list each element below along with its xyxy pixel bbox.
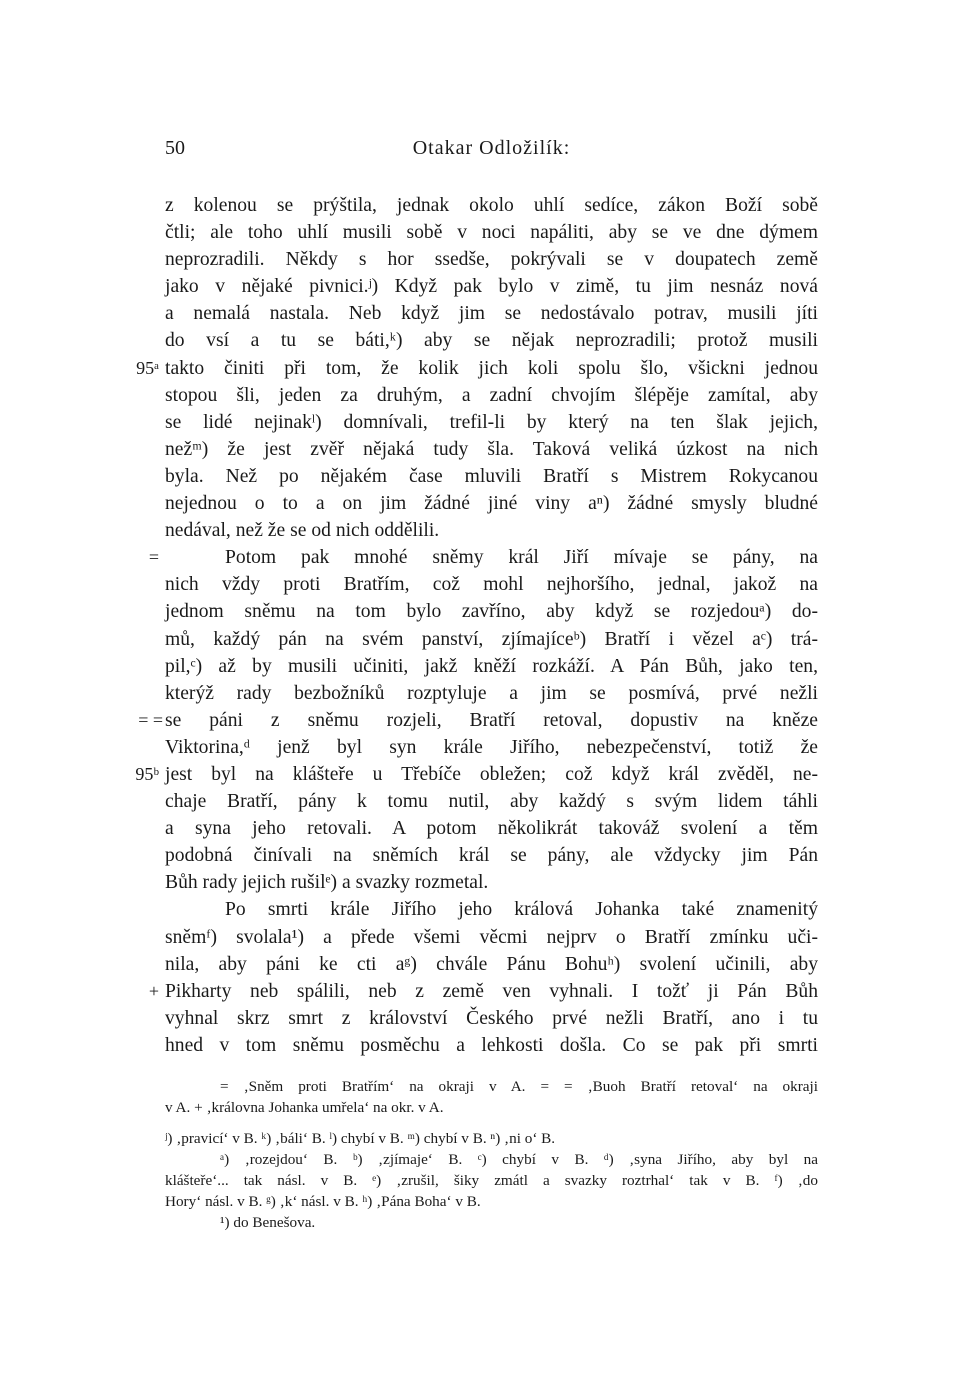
line-text: jako v nějaké pivnici.ʲ) Když pak bylo v zimě, tu jim nesnáz nová (165, 276, 818, 298)
text-line (165, 517, 818, 544)
text-line (165, 896, 818, 923)
page-header (165, 137, 818, 165)
line-text: a nemalá nastala. Neb když jim se nedostávalo potrav, musili jíti (165, 303, 818, 325)
line-text: stopou šli, jeden za druhým, a zadní chvojím šlépěje zamítal, aby (165, 384, 818, 406)
text-line (165, 490, 818, 517)
text-line (165, 951, 818, 978)
footnote-line: v A. + ‚královna Johanka umřela‘ na okr. v A. (165, 1099, 444, 1116)
text-line (148, 978, 818, 1005)
line-text: se lidé nejinakˡ) domnívali, trefil-li by který na ten šlak jejich, (165, 411, 818, 433)
line-text: sněmᶠ) svolala¹) a přede všemi věcmi nejprv o Bratří zmínku uči- (165, 926, 818, 948)
note-spacer (165, 1118, 818, 1128)
text-line (165, 436, 818, 463)
margin-note: + (148, 980, 159, 1001)
footnotes (165, 1076, 818, 1233)
footnote-line: ¹) do Benešova. (220, 1214, 316, 1231)
text-line (136, 355, 818, 382)
margin-note: 95ᵇ (135, 763, 159, 784)
margin-note: 95ᵃ (136, 357, 159, 378)
text-line (165, 626, 818, 653)
margin-note: = (148, 547, 159, 568)
margin-note: = = (138, 709, 163, 730)
line-text: takto činiti při tom, že kolik jich koli spolu šlo, všickni jednou (165, 357, 818, 379)
text-line (165, 734, 818, 761)
line-text: hned v tom sněmu posměchu a lehkosti došla. Co se pak při smrti (165, 1034, 818, 1056)
text-line (165, 327, 818, 354)
line-text: pil,ᶜ) až by musili učiniti, jakž kněží rozkáží. A Pán Bůh, jako ten, (165, 655, 818, 677)
line-text: jednom sněmu na tom bylo zavříno, aby když se rozjedouᵃ) do- (165, 601, 818, 623)
text-line (165, 273, 818, 300)
line-text: byla. Než po nějakém čase mluvili Bratří s Mistrem Rokycanou (165, 465, 818, 487)
text-line (135, 761, 818, 788)
line-text: Viktorina,ᵈ jenž byl syn krále Jiřího, nebezpečenství, totiž že (165, 736, 818, 758)
text-line (165, 192, 818, 219)
text-line (165, 924, 818, 951)
text-line (165, 598, 818, 625)
text-line (165, 246, 818, 273)
line-text: vyhnal skrz smrt z království Českého prvé nežli Bratří, ano i tu (165, 1007, 818, 1029)
footnote-line: ᵃ) ‚rozejdou‘ B. ᵇ) ‚zjímaje‘ B. ᶜ) chybí v B. ᵈ) ‚syna Jiřího, aby byl na (220, 1151, 818, 1168)
text-line (165, 571, 818, 598)
text-line (148, 544, 818, 571)
line-text: Po smrti krále Jiřího jeho králová Johanka také znamenitý (225, 899, 818, 921)
footnote-line: klášteře‘... tak násl. v B. ᵉ) ‚zrušil, šiky zmátl a svazky roztrhal‘ tak v B. ᶠ) ‚do (165, 1172, 818, 1189)
line-text: nila, aby páni ke cti aᵍ) chvále Pánu Bohuʰ) svolení učinili, aby (165, 953, 818, 975)
line-text: Potom pak mnohé sněmy král Jiří mívaje se pány, na (225, 547, 818, 569)
line-text: z kolenou se prýštila, jednak okolo uhlí sedíce, zákon Boží sobě (165, 195, 818, 216)
line-text: jest byl na klášteře u Třebíče obležen; což když král zvěděl, ne- (165, 763, 818, 785)
line-text: mů, každý pán na svém panství, zjímajíceᵇ) Bratří i vězel aᶜ) trá- (165, 628, 818, 650)
footnote-line: = ‚Sněm proti Bratřím‘ na okraji v A. = = ‚Buoh Bratří retoval‘ na okraji (220, 1078, 818, 1095)
line-text: čtli; ale toho uhlí musili sobě v noci napáliti, aby se ve dne dýmem (165, 222, 818, 244)
text-line (165, 409, 818, 436)
page-number: 50 (165, 137, 185, 159)
text-line (138, 707, 818, 734)
text-line (165, 219, 818, 246)
line-text: Bůh rady jejich rušilᵉ) a svazky rozmetal. (165, 872, 489, 894)
text-line (165, 788, 818, 815)
line-text: podobná činívali na sněmích král se pány, ale vždycky jim Pán (165, 845, 818, 867)
text-line (165, 1005, 818, 1032)
text-line (165, 300, 818, 327)
line-text: neprozradili. Někdy s hor ssedše, pokrývali se v doupatech země (165, 249, 818, 271)
line-text: Pikharty neb spálili, neb z země ven vyhnali. I tožť ji Pán Bůh (165, 980, 818, 1002)
main-text (135, 192, 818, 1059)
line-text: nežᵐ) že jest zvěř nějaká tudy šla. Taková veliká úzkost na nich (165, 438, 818, 460)
text-line (165, 382, 818, 409)
line-text: chaje Bratří, pány k tomu nutil, aby každý s svým lidem táhli (165, 791, 818, 813)
line-text: nich vždy proti Bratřím, což mohl nejhoršího, jednal, jakož na (165, 574, 818, 596)
text-line (165, 842, 818, 869)
text-line (165, 1032, 818, 1059)
text-line (165, 463, 818, 490)
line-text: nedával, než že se od nich oddělili. (165, 520, 440, 542)
line-text: nejednou o to a on jim žádné jiné viny aⁿ) žádné smysly bludné (165, 493, 818, 515)
line-text: do vsí a tu se báti,ᵏ) aby se nějak neprozradili; protož musili (165, 330, 818, 352)
text-line (165, 653, 818, 680)
running-title: Otakar Odložilík: (412, 137, 571, 159)
text-line (165, 680, 818, 707)
line-text: a syna jeho retovali. A potom několikrát takováž svolení a těm (165, 818, 818, 840)
line-text: kterýž rady bezbožníků rozptyluje a jim se posmívá, prvé nežli (165, 682, 818, 704)
text-line (165, 869, 818, 896)
footnote-line: Hory‘ násl. v B. ᵍ) ‚k‘ násl. v B. ʰ) ‚Pána Boha‘ v B. (165, 1193, 481, 1210)
text-line (165, 815, 818, 842)
footnote-line: ʲ) ‚pravicí‘ v B. ᵏ) ‚báli‘ B. ˡ) chybí v B. ᵐ) chybí v B. ⁿ) ‚ni o‘ B. (165, 1130, 556, 1147)
line-text: se páni z sněmu rozjeli, Bratří retoval, dopustiv na kněze (165, 709, 818, 731)
